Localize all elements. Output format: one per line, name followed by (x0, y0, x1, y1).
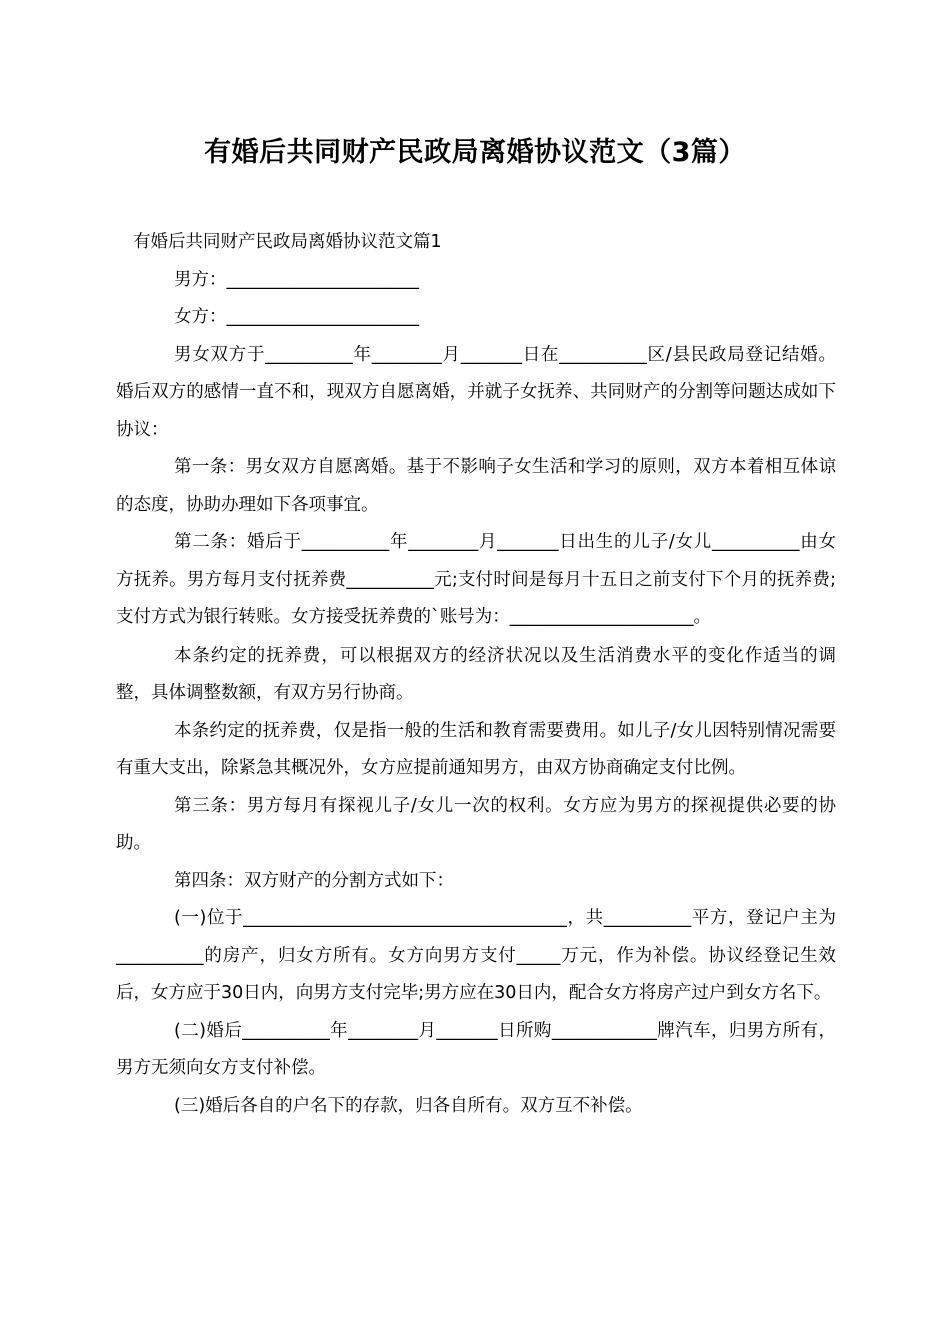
article-4-item-2-paragraph: (二)婚后__________年________月_______日所购____________牌汽车，归男方所有，男方无须向女方支付补偿。 (116, 1020, 836, 1078)
article-2-adjustment-paragraph: 本条约定的抚养费，可以根据双方的经济状况以及生活消费水平的变化作适当的调整，具体调整数额，有双方另行协商。 (116, 645, 836, 703)
husband-field: 男方：______________________ (174, 269, 419, 290)
article-4-item-3-paragraph: (三)婚后各自的户名下的存款，归各自所有。双方互不补偿。 (174, 1095, 643, 1116)
section-heading: 有婚后共同财产民政局离婚协议范文篇1 (133, 232, 442, 252)
article-4-item-1-paragraph: (一)位于_____________________________________，共__________平方，登记户主为__________的房产，归女方所有。女方向男方支付_____万元，作为补偿。协议经登记生效后，女方应于30日内，向男方支付完毕;男方应在30日内，配合女方将房产过户到女方名下。 (116, 908, 836, 1003)
article-2-paragraph: 第二条：婚后于__________年________月_______日出生的儿子/女儿__________由女方抚养。男方每月支付抚养费__________元;支付时间是每月十五日之前支付下个月的抚养费;支付方式为银行转账。女方接受抚养费的`账号为：_____________________。 (116, 532, 836, 627)
document-title: 有婚后共同财产民政局离婚协议范文（3篇） (204, 137, 746, 168)
article-1-paragraph: 第一条：男女双方自愿离婚。基于不影响子女生活和学习的原则，双方本着相互体谅的态度，协助办理如下各项事宜。 (116, 457, 836, 515)
wife-field: 女方：______________________ (174, 307, 419, 327)
preamble-paragraph: 男女双方于__________年________月_______日在__________区/县民政局登记结婚。婚后双方的感情一直不和，现双方自愿离婚，并就子女抚养、共同财产的分割等问题达成如下协议： (116, 344, 836, 440)
article-2-scope-paragraph: 本条约定的抚养费，仅是指一般的生活和教育需要费用。如儿子/女儿因特别情况需要有重大支出，除紧急其概况外，女方应提前通知男方，由双方协商确定支付比例。 (116, 720, 836, 778)
article-3-paragraph: 第三条：男方每月有探视儿子/女儿一次的权利。女方应为男方的探视提供必要的协助。 (116, 795, 836, 853)
document-body (116, 224, 836, 1125)
article-4-paragraph: 第四条：双方财产的分割方式如下： (174, 870, 454, 891)
